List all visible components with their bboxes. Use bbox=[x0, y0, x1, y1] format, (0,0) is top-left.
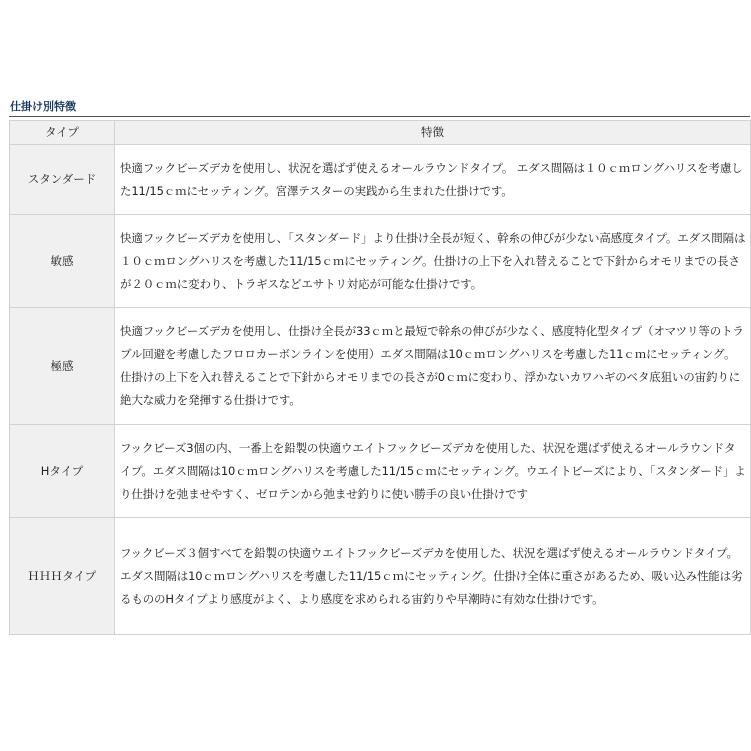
spec-section bbox=[9, 98, 750, 635]
description-cell: フックビーズ３個すべてを鉛製の快適ウエイトフックビーズデカを使用した、状況を選ばず使えるオールラウンドタイプ。エダス間隔は10ｃｍロングハリスを考慮した11/15ｃｍにセッティング。仕掛け全体に重さがあるため、吸い込み性能は劣るもののHタイプより感度がよく、より感度を求められる宙釣りや早潮時に有効な仕掛けです。 bbox=[115, 518, 751, 635]
table-row bbox=[10, 145, 751, 215]
table-row bbox=[10, 425, 751, 518]
description-cell: 快適フックビーズデカを使用し、状況を選ばず使えるオールラウンドタイプ。 エダス間隔は１０ｃｍロングハリスを考慮した11/15ｃｍにセッティング。宮澤テスターの実践から生まれた仕掛けです。 bbox=[115, 145, 751, 215]
section-title: 仕掛け別特徴 bbox=[9, 98, 750, 117]
table-header-row bbox=[10, 121, 751, 145]
description-cell: 快適フックビーズデカを使用し、仕掛け全長が33ｃｍと最短で幹糸の伸びが少なく、感度特化型タイプ（オマツリ等のトラブル回避を考慮したフロロカーボンラインを使用）エダス間隔は10ｃｍロングハリスを考慮した11ｃｍにセッティング。仕掛けの上下を入れ替えることで下針からオモリまでの長さが0ｃｍに変わり、浮かないカワハギのベタ底狙いの宙釣りに絶大な威力を発揮する仕掛けです。 bbox=[115, 308, 751, 425]
description-cell: フックビーズ3個の内、一番上を鉛製の快適ウエイトフックビーズデカを使用した、状況を選ばず使えるオールラウンドタイプ。エダス間隔は10ｃｍロングハリスを考慮した11/15ｃｍにセッティング。ウエイトビーズにより、「スタンダード」より仕掛けを弛ませやすく、ゼロテンから弛ませ釣りに使い勝手の良い仕掛けです bbox=[115, 425, 751, 518]
type-cell: 敏感 bbox=[10, 215, 115, 308]
type-cell: 極感 bbox=[10, 308, 115, 425]
description-cell: 快適フックビーズデカを使用し、「スタンダード」より仕掛け全長が短く、幹糸の伸びが少ない高感度タイプ。エダス間隔は１０ｃｍロングハリスを考慮した11/15ｃｍにセッティング。仕掛けの上下を入れ替えることで下針からオモリまでの長さが２０ｃｍに変わり、トラギスなどエサトリ対応が可能な仕掛けです。 bbox=[115, 215, 751, 308]
spec-table bbox=[9, 120, 751, 635]
table-row bbox=[10, 518, 751, 635]
type-cell: Hタイプ bbox=[10, 425, 115, 518]
header-type: タイプ bbox=[10, 121, 115, 145]
type-cell: ＨＨＨタイプ bbox=[10, 518, 115, 635]
header-feature: 特徴 bbox=[115, 121, 751, 145]
table-row bbox=[10, 308, 751, 425]
table-row bbox=[10, 215, 751, 308]
type-cell: スタンダード bbox=[10, 145, 115, 215]
